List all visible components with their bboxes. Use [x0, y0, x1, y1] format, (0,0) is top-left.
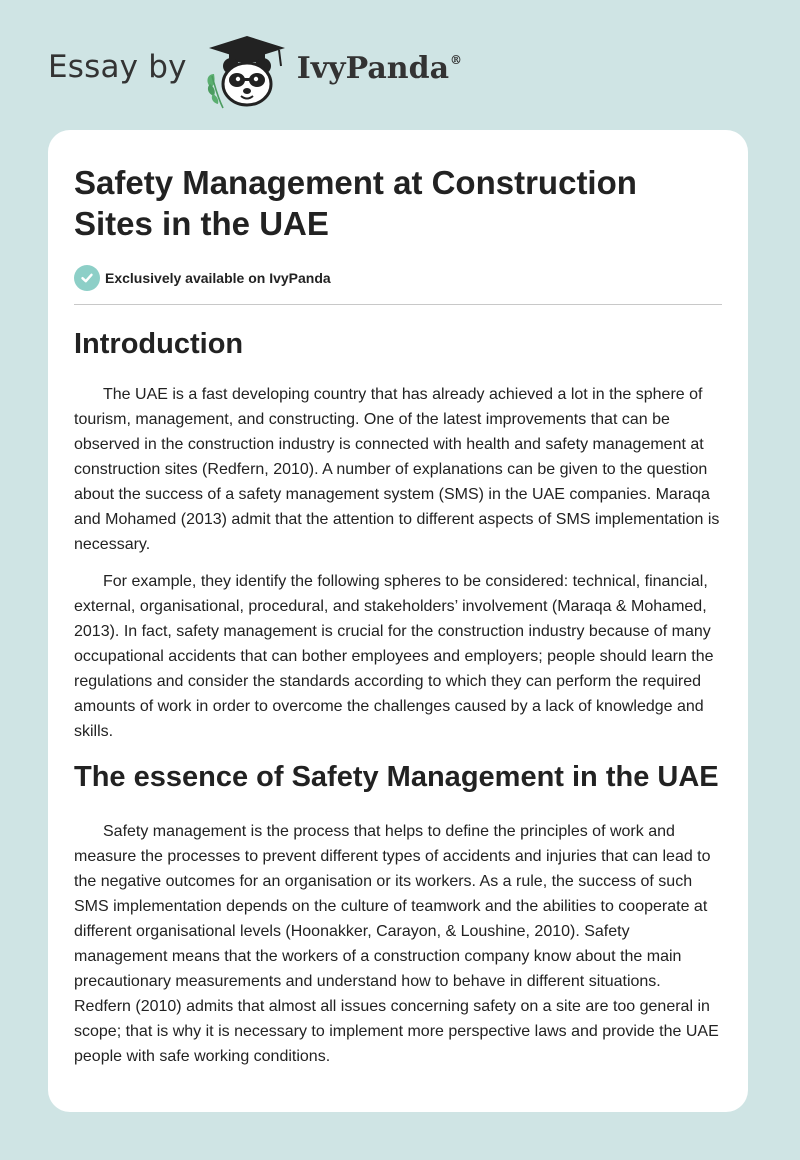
- panda-logo-icon[interactable]: [201, 30, 293, 110]
- exclusive-badge: [74, 264, 722, 292]
- divider: [74, 304, 722, 305]
- brand-name[interactable]: [297, 51, 462, 86]
- section-heading: Introduction: [74, 328, 244, 360]
- site-header: [48, 30, 462, 110]
- brand-label: IvyPanda: [296, 50, 450, 86]
- check-icon: [74, 265, 100, 291]
- section-introduction: [74, 327, 722, 744]
- paragraph: Safety management is the process that helps to define the principles of work and measure the processes to prevent different types of accidents and injuries that can lead to the negative outcomes for an organisation or its workers. As a rule, the success of such SMS implementation depends on the culture of teamwork and the abilities to cooperate at different organisational levels (Hoonakker, Carayon, & Loushine, 2010). Safety management means that the workers of a construction company know about the main precautionary measurements and understand how to behave in different situations. Redfern (2010) admits that almost all issues concerning safety on a site are too general in scope; that is why it is necessary to implement more perspective laws and provide the UAE people with safe working conditions.: [74, 823, 719, 1065]
- ivy-leaf-icon: [207, 74, 223, 108]
- exclusive-badge-label: Exclusively available on IvyPanda: [105, 270, 331, 286]
- section-heading: The essence of Safety Management in the UAE: [74, 761, 719, 793]
- essay-by-label: Essay by: [48, 49, 187, 85]
- paragraph: For example, they identify the following spheres to be considered: technical, financial, external, organisational, procedural, and stakeholders’ involvement (Maraqa & Mohamed, 2013). In fact, safety management is crucial for the construction industry because of many occupational accidents that can bother employees and employers; people should learn the regulations and consider the standards according to which they can perform the required amounts of work in order to overcome the challenges caused by a lack of knowledge and skills.: [74, 573, 714, 740]
- essay-card: [48, 130, 748, 1112]
- registered-mark: ®: [450, 52, 463, 67]
- section-essence: [74, 760, 722, 1069]
- paragraph: The UAE is a fast developing country that has already achieved a lot in the sphere of tourism, management, and constructing. One of the latest improvements that can be observed in the construction industry is connected with health and safety management at construction sites (Redfern, 2010). A number of explanations can be given to the question about the success of a safety management system (SMS) in the UAE companies. Maraqa and Mohamed (2013) admit that the attention to different aspects of SMS implementation is necessary.: [74, 386, 720, 553]
- page-title: Safety Management at Construction Sites in the UAE: [74, 164, 637, 242]
